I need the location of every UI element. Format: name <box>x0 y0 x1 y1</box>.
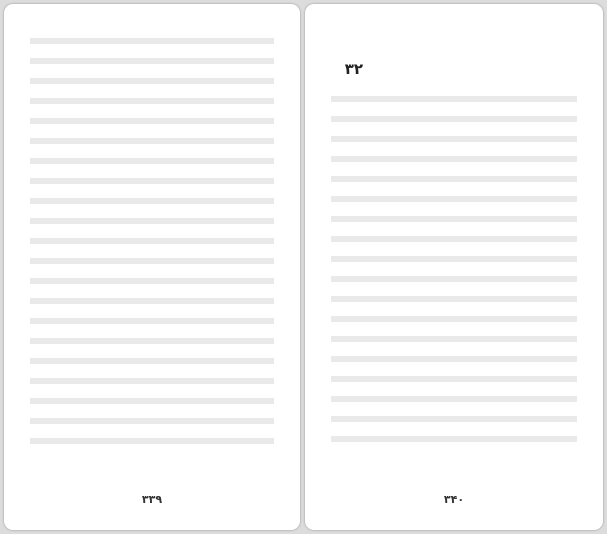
text-line-placeholder <box>331 316 577 333</box>
text-line-placeholder <box>331 156 577 173</box>
text-line-placeholder <box>30 118 274 135</box>
page-left[interactable] <box>4 4 300 530</box>
text-line-placeholder <box>331 116 577 133</box>
text-line-placeholder <box>331 296 577 313</box>
text-line-placeholder <box>331 396 577 413</box>
page-body-left <box>30 38 274 470</box>
page-body-right <box>331 96 577 470</box>
text-line-placeholder <box>331 136 577 153</box>
text-line-placeholder <box>331 276 577 293</box>
text-line-placeholder <box>331 436 577 453</box>
text-line-placeholder <box>331 336 577 353</box>
text-line-placeholder <box>30 158 274 175</box>
text-line-placeholder <box>30 338 274 355</box>
text-line-placeholder <box>30 378 274 395</box>
text-line-placeholder <box>30 218 274 235</box>
text-line-placeholder <box>30 198 274 215</box>
text-line-placeholder <box>331 356 577 373</box>
text-line-placeholder <box>30 178 274 195</box>
text-line-placeholder <box>30 418 274 435</box>
page-number-right: ۳۴۰ <box>443 493 465 506</box>
page-number-left: ۳۳۹ <box>141 493 163 506</box>
text-line-placeholder <box>30 398 274 415</box>
text-line-placeholder <box>30 358 274 375</box>
text-line-placeholder <box>30 78 274 95</box>
text-line-placeholder <box>331 376 577 393</box>
text-line-placeholder <box>30 298 274 315</box>
text-line-placeholder <box>30 238 274 255</box>
page-right[interactable] <box>305 4 603 530</box>
chapter-number: ۳۲ <box>344 60 363 78</box>
text-line-placeholder <box>331 196 577 213</box>
text-line-placeholder <box>30 438 274 455</box>
text-line-placeholder <box>30 38 274 55</box>
text-line-placeholder <box>331 96 577 113</box>
text-line-placeholder <box>331 216 577 233</box>
text-line-placeholder <box>331 236 577 253</box>
text-line-placeholder <box>331 416 577 433</box>
text-line-placeholder <box>30 98 274 115</box>
text-line-placeholder <box>331 176 577 193</box>
text-line-placeholder <box>30 58 274 75</box>
text-line-placeholder <box>30 258 274 275</box>
text-line-placeholder <box>30 318 274 335</box>
text-line-placeholder <box>30 278 274 295</box>
text-line-placeholder <box>331 256 577 273</box>
text-line-placeholder <box>30 138 274 155</box>
